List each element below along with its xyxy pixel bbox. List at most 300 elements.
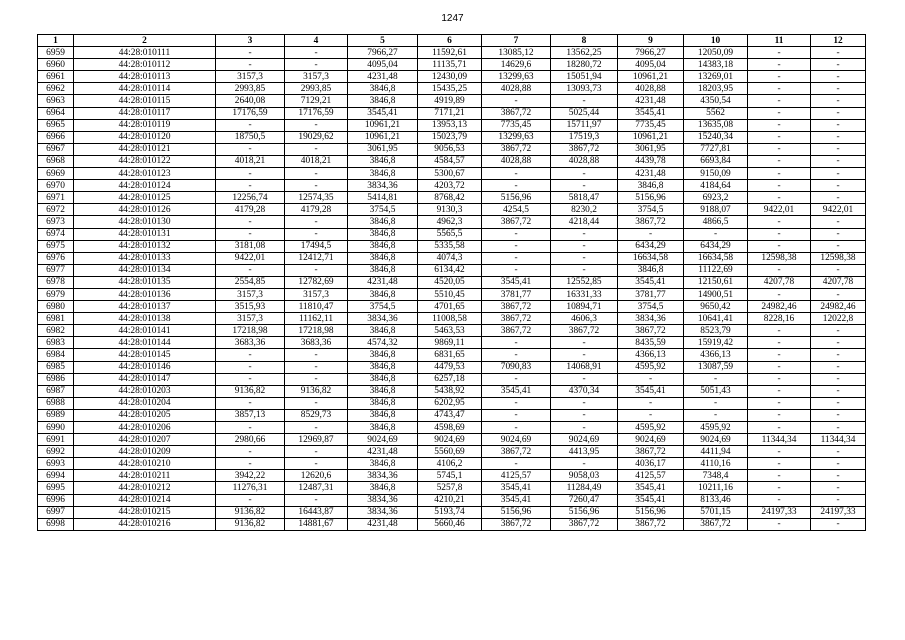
- table-cell: 6980: [38, 301, 74, 313]
- table-cell: -: [811, 422, 866, 434]
- table-cell: -: [811, 264, 866, 276]
- table-cell: -: [748, 409, 811, 421]
- table-cell: 12552,85: [551, 276, 618, 288]
- table-cell: 4207,78: [811, 276, 866, 288]
- table-row: [38, 349, 866, 361]
- table-cell: 44:28:010203: [74, 385, 216, 397]
- table-cell: -: [551, 349, 618, 361]
- table-cell: 4520,05: [418, 276, 482, 288]
- table-cell: 6975: [38, 240, 74, 252]
- table-cell: -: [811, 59, 866, 71]
- table-cell: 3545,41: [348, 107, 418, 119]
- table-cell: 6960: [38, 59, 74, 71]
- table-cell: 6978: [38, 276, 74, 288]
- table-cell: -: [748, 264, 811, 276]
- table-cell: 3867,72: [684, 518, 748, 530]
- column-header: 3: [216, 35, 285, 47]
- column-header: 5: [348, 35, 418, 47]
- table-cell: -: [285, 422, 348, 434]
- table-cell: 3867,72: [482, 313, 551, 325]
- column-header: 9: [618, 35, 684, 47]
- table-cell: 6994: [38, 470, 74, 482]
- table-cell: -: [482, 264, 551, 276]
- table-cell: 4366,13: [618, 349, 684, 361]
- table-row: [38, 47, 866, 59]
- table-cell: -: [811, 518, 866, 530]
- table-cell: -: [811, 458, 866, 470]
- table-cell: 4595,92: [618, 361, 684, 373]
- table-cell: 3846,8: [348, 482, 418, 494]
- table-cell: -: [285, 458, 348, 470]
- table-cell: -: [482, 228, 551, 240]
- table-cell: 9024,69: [482, 434, 551, 446]
- table-cell: -: [551, 180, 618, 192]
- table-cell: -: [811, 143, 866, 155]
- table-cell: 9869,11: [418, 337, 482, 349]
- table-cell: -: [216, 47, 285, 59]
- table-cell: 9058,03: [551, 470, 618, 482]
- table-cell: -: [551, 252, 618, 264]
- table-cell: 7171,21: [418, 107, 482, 119]
- table-cell: -: [748, 216, 811, 228]
- table-cell: 11008,58: [418, 313, 482, 325]
- table-cell: -: [285, 228, 348, 240]
- table-cell: 8523,79: [684, 325, 748, 337]
- table-cell: -: [811, 168, 866, 180]
- table-cell: 12430,09: [418, 71, 482, 83]
- table-cell: 9024,69: [684, 434, 748, 446]
- table-cell: 13085,12: [482, 47, 551, 59]
- table-cell: 17494,5: [285, 240, 348, 252]
- table-cell: -: [285, 216, 348, 228]
- table-cell: -: [216, 180, 285, 192]
- table-cell: -: [748, 83, 811, 95]
- table-cell: 12256,74: [216, 192, 285, 204]
- table-cell: 5818,47: [551, 192, 618, 204]
- column-header: 6: [418, 35, 482, 47]
- table-cell: -: [748, 325, 811, 337]
- table-cell: 5193,74: [418, 506, 482, 518]
- table-row: [38, 313, 866, 325]
- table-cell: -: [216, 373, 285, 385]
- table-cell: 4125,57: [618, 470, 684, 482]
- table-cell: 9422,01: [216, 252, 285, 264]
- table-cell: 6985: [38, 361, 74, 373]
- table-cell: 44:28:010136: [74, 288, 216, 300]
- table-cell: 5025,44: [551, 107, 618, 119]
- table-row: [38, 482, 866, 494]
- table-row: [38, 155, 866, 167]
- table-cell: -: [285, 59, 348, 71]
- table-cell: 3834,36: [348, 494, 418, 506]
- table-cell: 3867,72: [618, 216, 684, 228]
- table-cell: 17218,98: [216, 325, 285, 337]
- table-cell: -: [748, 131, 811, 143]
- table-row: [38, 131, 866, 143]
- table-cell: 11122,69: [684, 264, 748, 276]
- header-row: [38, 35, 866, 47]
- table-cell: 44:28:010206: [74, 422, 216, 434]
- table-cell: -: [811, 131, 866, 143]
- table-cell: 44:28:010145: [74, 349, 216, 361]
- table-cell: 44:28:010210: [74, 458, 216, 470]
- table-cell: 8768,42: [418, 192, 482, 204]
- table-row: [38, 494, 866, 506]
- table-cell: -: [551, 240, 618, 252]
- table-cell: 5414,81: [348, 192, 418, 204]
- table-cell: 18203,95: [684, 83, 748, 95]
- table-row: [38, 458, 866, 470]
- table-cell: -: [748, 168, 811, 180]
- table-cell: 4598,69: [418, 422, 482, 434]
- table-cell: -: [811, 373, 866, 385]
- table-cell: 13635,08: [684, 119, 748, 131]
- table-cell: -: [748, 228, 811, 240]
- table-cell: 3545,41: [618, 107, 684, 119]
- table-cell: 12412,71: [285, 252, 348, 264]
- table-cell: -: [748, 482, 811, 494]
- table-cell: -: [618, 373, 684, 385]
- table-cell: -: [216, 397, 285, 409]
- table-row: [38, 119, 866, 131]
- table-cell: 3157,3: [216, 288, 285, 300]
- table-cell: -: [811, 83, 866, 95]
- table-cell: 3061,95: [348, 143, 418, 155]
- table-cell: -: [482, 422, 551, 434]
- table-cell: -: [551, 168, 618, 180]
- table-cell: 3942,22: [216, 470, 285, 482]
- table-cell: 44:28:010144: [74, 337, 216, 349]
- table-cell: -: [216, 228, 285, 240]
- table-cell: 4110,16: [684, 458, 748, 470]
- table-cell: 44:28:010111: [74, 47, 216, 59]
- table-cell: 10961,21: [618, 71, 684, 83]
- page-number: 1247: [441, 13, 464, 24]
- table-cell: -: [684, 373, 748, 385]
- table-cell: 4036,17: [618, 458, 684, 470]
- table-cell: 6968: [38, 155, 74, 167]
- table-cell: 13953,13: [418, 119, 482, 131]
- table-cell: 4203,72: [418, 180, 482, 192]
- table-row: [38, 228, 866, 240]
- table-cell: 7966,27: [618, 47, 684, 59]
- table-cell: -: [811, 325, 866, 337]
- table-body: [38, 47, 866, 531]
- table-cell: 14881,67: [285, 518, 348, 530]
- table-cell: 9188,07: [684, 204, 748, 216]
- table-cell: 4218,44: [551, 216, 618, 228]
- table-cell: 16331,33: [551, 288, 618, 300]
- table-cell: 3754,5: [348, 301, 418, 313]
- table-cell: 4411,94: [684, 446, 748, 458]
- table-cell: 10211,16: [684, 482, 748, 494]
- table-cell: -: [748, 470, 811, 482]
- table-cell: 3834,36: [618, 313, 684, 325]
- table-header: [38, 35, 866, 47]
- table-cell: 44:28:010147: [74, 373, 216, 385]
- table-cell: 3846,8: [348, 155, 418, 167]
- table-cell: 6996: [38, 494, 74, 506]
- table-cell: 9150,09: [684, 168, 748, 180]
- table-cell: 6991: [38, 434, 74, 446]
- table-cell: 5438,92: [418, 385, 482, 397]
- table-row: [38, 373, 866, 385]
- table-cell: 4179,28: [285, 204, 348, 216]
- table-cell: 3545,41: [482, 276, 551, 288]
- table-cell: 4595,92: [618, 422, 684, 434]
- table-cell: 24197,33: [748, 506, 811, 518]
- table-cell: 4254,5: [482, 204, 551, 216]
- table-cell: 6993: [38, 458, 74, 470]
- table-cell: 3867,72: [551, 518, 618, 530]
- table-cell: -: [216, 59, 285, 71]
- table-cell: 13093,73: [551, 83, 618, 95]
- table-cell: -: [482, 180, 551, 192]
- table-cell: 3846,8: [348, 216, 418, 228]
- table-cell: -: [285, 264, 348, 276]
- table-cell: 6962: [38, 83, 74, 95]
- table-cell: 44:28:010134: [74, 264, 216, 276]
- table-cell: 11592,61: [418, 47, 482, 59]
- table-row: [38, 470, 866, 482]
- data-table: [37, 34, 866, 531]
- table-cell: -: [748, 458, 811, 470]
- column-header: 4: [285, 35, 348, 47]
- table-cell: -: [748, 337, 811, 349]
- table-cell: 44:28:010113: [74, 71, 216, 83]
- table-cell: -: [216, 349, 285, 361]
- table-cell: -: [748, 47, 811, 59]
- table-cell: 5565,5: [418, 228, 482, 240]
- table-cell: 14900,51: [684, 288, 748, 300]
- table-cell: 8435,59: [618, 337, 684, 349]
- table-row: [38, 506, 866, 518]
- table-cell: 4866,5: [684, 216, 748, 228]
- table-cell: 4184,64: [684, 180, 748, 192]
- table-cell: 44:28:010135: [74, 276, 216, 288]
- table-cell: 3846,8: [348, 458, 418, 470]
- table-cell: 3867,72: [618, 446, 684, 458]
- table-cell: 13087,59: [684, 361, 748, 373]
- table-cell: -: [285, 180, 348, 192]
- table-row: [38, 143, 866, 155]
- table-cell: 3846,8: [348, 288, 418, 300]
- table-cell: 3061,95: [618, 143, 684, 155]
- table-cell: 24982,46: [811, 301, 866, 313]
- table-cell: 6995: [38, 482, 74, 494]
- table-cell: -: [811, 470, 866, 482]
- table-cell: 6923,2: [684, 192, 748, 204]
- table-cell: -: [748, 95, 811, 107]
- table-cell: 4584,57: [418, 155, 482, 167]
- table-cell: -: [285, 397, 348, 409]
- table-cell: -: [551, 373, 618, 385]
- table-cell: -: [811, 119, 866, 131]
- table-cell: -: [811, 192, 866, 204]
- table-cell: 6959: [38, 47, 74, 59]
- table-row: [38, 168, 866, 180]
- table-cell: 5300,67: [418, 168, 482, 180]
- table-cell: 2640,08: [216, 95, 285, 107]
- table-cell: -: [216, 458, 285, 470]
- table-cell: 4962,3: [418, 216, 482, 228]
- table-cell: -: [216, 216, 285, 228]
- table-cell: 44:28:010130: [74, 216, 216, 228]
- table-cell: 15023,79: [418, 131, 482, 143]
- table-cell: -: [811, 288, 866, 300]
- table-cell: 6434,29: [618, 240, 684, 252]
- table-cell: 3181,08: [216, 240, 285, 252]
- table-row: [38, 107, 866, 119]
- table-cell: 4095,04: [348, 59, 418, 71]
- table-cell: 9422,01: [748, 204, 811, 216]
- table-cell: -: [748, 240, 811, 252]
- table-cell: 4018,21: [285, 155, 348, 167]
- table-cell: 6986: [38, 373, 74, 385]
- table-cell: 9024,69: [418, 434, 482, 446]
- table-cell: 4207,78: [748, 276, 811, 288]
- table-cell: 13562,25: [551, 47, 618, 59]
- table-cell: -: [811, 494, 866, 506]
- table-cell: -: [748, 59, 811, 71]
- table-cell: -: [551, 409, 618, 421]
- column-header: 11: [748, 35, 811, 47]
- table-cell: 11135,71: [418, 59, 482, 71]
- table-row: [38, 446, 866, 458]
- table-cell: 4231,48: [348, 518, 418, 530]
- table-cell: -: [216, 361, 285, 373]
- table-cell: 4574,32: [348, 337, 418, 349]
- table-cell: 4028,88: [482, 83, 551, 95]
- table-cell: 3867,72: [482, 446, 551, 458]
- table-cell: 5335,58: [418, 240, 482, 252]
- table-cell: -: [811, 349, 866, 361]
- table-cell: -: [811, 95, 866, 107]
- column-header: 12: [811, 35, 866, 47]
- table-cell: -: [811, 446, 866, 458]
- table-cell: -: [748, 192, 811, 204]
- table-cell: 3846,8: [348, 83, 418, 95]
- table-cell: 9024,69: [551, 434, 618, 446]
- table-cell: 6202,95: [418, 397, 482, 409]
- table-cell: 3867,72: [482, 107, 551, 119]
- table-cell: 15711,97: [551, 119, 618, 131]
- table-cell: 6992: [38, 446, 74, 458]
- table-cell: 3545,41: [618, 385, 684, 397]
- table-row: [38, 59, 866, 71]
- table-cell: -: [482, 397, 551, 409]
- table-cell: 16634,58: [684, 252, 748, 264]
- table-cell: 3834,36: [348, 470, 418, 482]
- table-cell: -: [811, 155, 866, 167]
- table-cell: -: [811, 47, 866, 59]
- table-cell: 44:28:010120: [74, 131, 216, 143]
- table-cell: -: [482, 409, 551, 421]
- table-cell: -: [748, 119, 811, 131]
- table-cell: 44:28:010117: [74, 107, 216, 119]
- table-cell: -: [482, 337, 551, 349]
- table-row: [38, 361, 866, 373]
- table-cell: 3846,8: [348, 252, 418, 264]
- table-cell: 6974: [38, 228, 74, 240]
- table-cell: 15240,34: [684, 131, 748, 143]
- table-cell: 11344,34: [811, 434, 866, 446]
- table-row: [38, 434, 866, 446]
- table-cell: 3867,72: [482, 216, 551, 228]
- table-cell: 3157,3: [285, 71, 348, 83]
- table-cell: 9024,69: [348, 434, 418, 446]
- table-cell: 44:28:010209: [74, 446, 216, 458]
- table-cell: -: [748, 107, 811, 119]
- table-cell: -: [216, 168, 285, 180]
- table-cell: 5745,1: [418, 470, 482, 482]
- table-cell: -: [285, 494, 348, 506]
- table-row: [38, 276, 866, 288]
- table-cell: -: [285, 47, 348, 59]
- table-cell: 4701,65: [418, 301, 482, 313]
- table-cell: 3846,8: [348, 361, 418, 373]
- table-cell: 3846,8: [348, 325, 418, 337]
- table-cell: 7735,45: [482, 119, 551, 131]
- table-cell: 14383,18: [684, 59, 748, 71]
- table-cell: -: [482, 458, 551, 470]
- table-cell: -: [551, 397, 618, 409]
- table-cell: 3754,5: [618, 204, 684, 216]
- table-cell: 10961,21: [618, 131, 684, 143]
- table-cell: 44:28:010122: [74, 155, 216, 167]
- table-cell: -: [285, 373, 348, 385]
- table-cell: -: [618, 397, 684, 409]
- table-cell: 4028,88: [482, 155, 551, 167]
- table-cell: 17176,59: [285, 107, 348, 119]
- column-header: 2: [74, 35, 216, 47]
- table-cell: -: [811, 107, 866, 119]
- table-cell: -: [811, 71, 866, 83]
- table-cell: 7735,45: [618, 119, 684, 131]
- table-cell: 18750,5: [216, 131, 285, 143]
- table-cell: 5510,45: [418, 288, 482, 300]
- table-cell: -: [811, 180, 866, 192]
- column-header: 8: [551, 35, 618, 47]
- table-cell: 24197,33: [811, 506, 866, 518]
- table-row: [38, 325, 866, 337]
- table-cell: 44:28:010126: [74, 204, 216, 216]
- table-cell: 3846,8: [348, 397, 418, 409]
- table-cell: -: [285, 143, 348, 155]
- table-cell: 3867,72: [551, 143, 618, 155]
- table-cell: 44:28:010146: [74, 361, 216, 373]
- table-cell: -: [216, 119, 285, 131]
- table-cell: 15435,25: [418, 83, 482, 95]
- table-cell: 6963: [38, 95, 74, 107]
- table-cell: -: [748, 349, 811, 361]
- table-cell: -: [216, 143, 285, 155]
- table-cell: -: [811, 216, 866, 228]
- table-cell: 3846,8: [348, 373, 418, 385]
- table-cell: 11284,49: [551, 482, 618, 494]
- table-cell: 6967: [38, 143, 74, 155]
- table-cell: 11344,34: [748, 434, 811, 446]
- table-cell: 6977: [38, 264, 74, 276]
- table-cell: 17218,98: [285, 325, 348, 337]
- table-cell: 44:28:010141: [74, 325, 216, 337]
- table-cell: 3867,72: [482, 301, 551, 313]
- table-row: [38, 337, 866, 349]
- table-cell: 13299,63: [482, 71, 551, 83]
- table-cell: 6998: [38, 518, 74, 530]
- table-cell: 17176,59: [216, 107, 285, 119]
- table-cell: 4366,13: [684, 349, 748, 361]
